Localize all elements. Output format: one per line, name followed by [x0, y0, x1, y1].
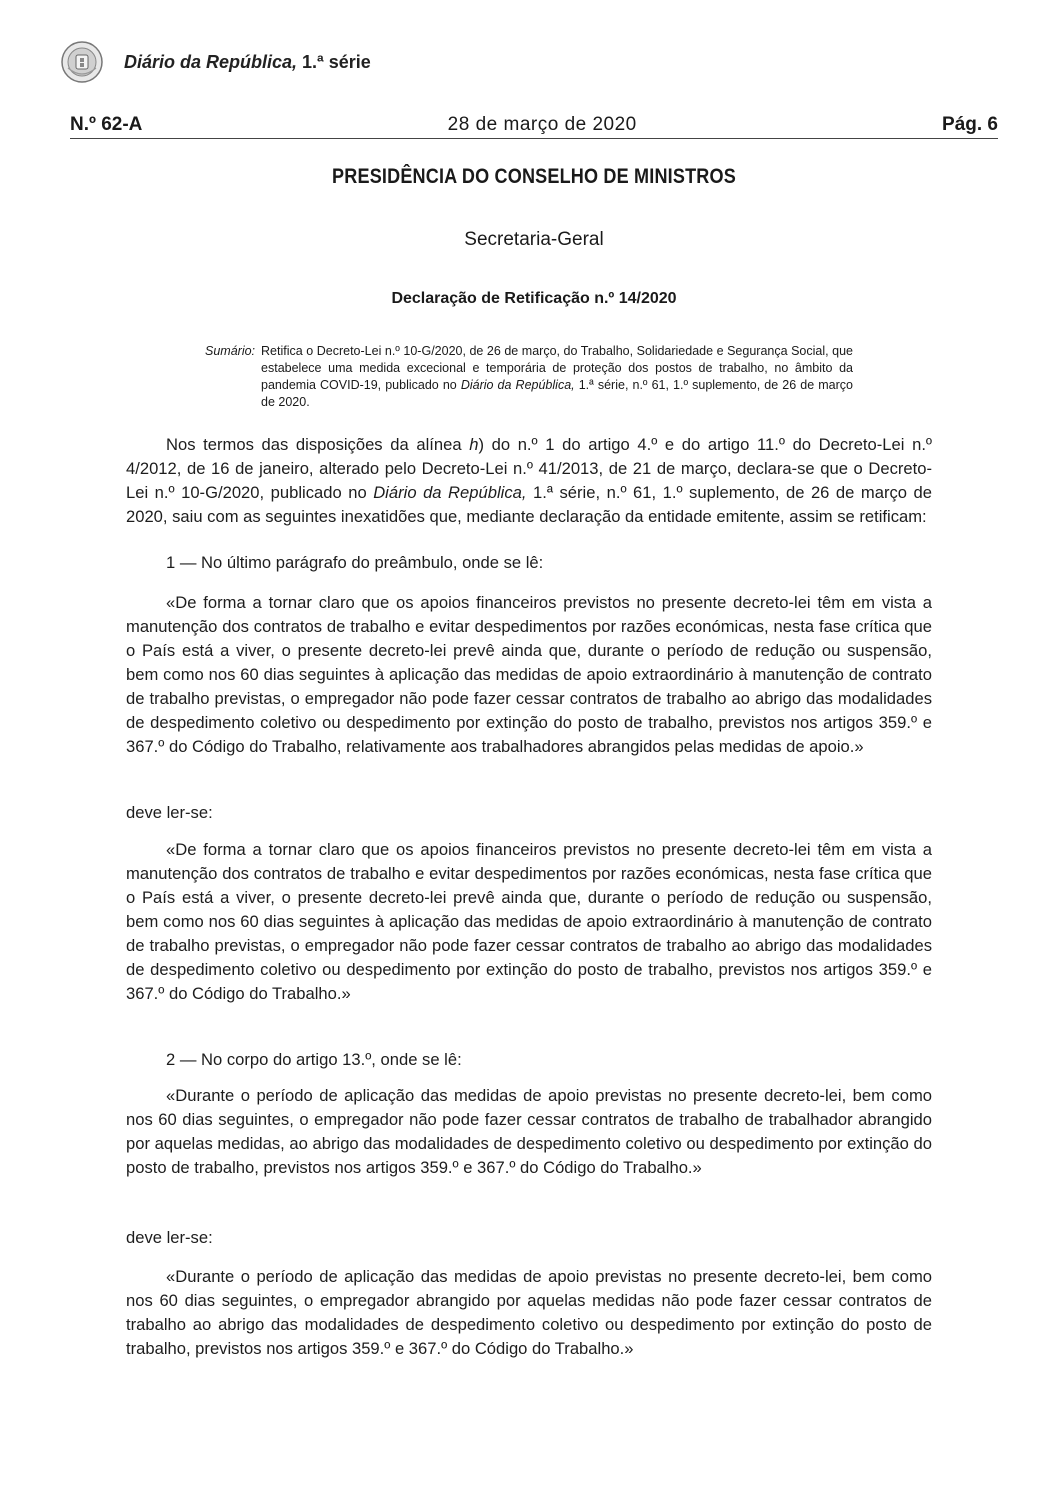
- intro-part-1: Nos termos das disposições da alínea: [166, 435, 470, 454]
- item-2-heading: 2 — No corpo do artigo 13.º, onde se lê:: [166, 1050, 462, 1069]
- should-read-label-1: deve ler-se:: [126, 803, 213, 822]
- declaration-title: Declaração de Retificação n.º 14/2020: [391, 290, 677, 307]
- journal-title: [124, 52, 371, 73]
- journal-name: Diário da República,: [124, 51, 298, 72]
- masthead: [60, 40, 371, 84]
- page-number: Pág. 6: [942, 113, 998, 135]
- ministry-heading: PRESIDÊNCIA DO CONSELHO DE MINISTROS: [332, 165, 736, 188]
- quote-3-original: «Durante o período de aplicação das medidas de apoio previstas no presente decreto-lei, bem como nos 60 dias seguintes, o empregador não pode fazer cessar contratos de trabalho de trabalhador abrangido por aquelas medidas, ao abrigo das modalidades de despedimento coletivo ou despedimento por extinção do posto de trabalho, previstos nos artigos 359.º e 367.º do Código do Trabalho.»: [126, 1086, 932, 1177]
- intro-part-2: ) do n.º 1 do artigo 4.º e do artigo 11.º do Decreto-Lei n.º 4/2012, de 16 de janeiro, alterado pelo Decreto-Lei n.º 41/2013, de 21 de março, declara-se que o Decreto-Lei n.º 10-G/2020, publicado no: [126, 435, 932, 502]
- coat-of-arms-seal: [60, 40, 104, 84]
- journal-series: 1.ª série: [297, 51, 371, 72]
- quote-1-original: «De forma a tornar claro que os apoios financeiros previstos no presente decreto-lei têm em vista a manutenção dos contratos de trabalho e evitar despedimentos por razões económicas, nesta fase crítica que o País está a viver, o presente decreto-lei prevê ainda que, durante o período de redução ou suspensão, bem como nos 60 dias seguintes à aplicação das medidas de apoio extraordinário à manutenção de contrato de trabalho previstas, o empregador não pode fazer cessar contratos de trabalho ao abrigo das modalidades de despedimento coletivo ou despedimento por extinção do posto de trabalho, previstos nos artigos 359.º e 367.º do Código do Trabalho, relativamente aos trabalhadores abrangidos pelas medidas de apoio.»: [126, 593, 932, 756]
- summary-journal-ref: Diário da República,: [460, 378, 575, 392]
- intro-journal-ref: Diário da República,: [373, 483, 527, 502]
- summary-block: [205, 343, 853, 411]
- item-1-heading: 1 — No último parágrafo do preâmbulo, onde se lê:: [166, 553, 544, 572]
- intro-part-3: 1.ª série, n.º 61, 1.º suplemento, de 26 de março de 2020, saiu com as seguintes inexatidões que, mediante declaração da entidade emitente, assim se retificam:: [126, 483, 933, 526]
- summary-text-a: Retifica o Decreto-Lei n.º 10-G/2020, de 26 de março, do Trabalho, Solidariedade e Segurança Social, que estabelece uma medida excecional e temporária de proteção dos postos de trabalho, no âmbito da pandemia COVID-19, publicado no: [261, 344, 853, 392]
- intro-alinea: h: [469, 435, 479, 454]
- issue-header: [70, 111, 998, 139]
- issue-number: N.º 62-A: [70, 113, 143, 135]
- intro-paragraph: [126, 433, 932, 529]
- summary-text: [261, 343, 853, 411]
- summary-label: Sumário:: [205, 344, 256, 358]
- quote-4-corrected: «Durante o período de aplicação das medidas de apoio previstas no presente decreto-lei, bem como nos 60 dias seguintes, o empregador abrangido por aquelas medidas não pode fazer cessar contratos de trabalho ao abrigo das modalidades de despedimento coletivo ou despedimento por extinção do posto de trabalho, previstos nos artigos 359.º e 367.º do Código do Trabalho.»: [126, 1267, 932, 1358]
- quote-2-corrected: «De forma a tornar claro que os apoios financeiros previstos no presente decreto-lei têm em vista a manutenção dos contratos de trabalho e evitar despedimentos por razões económicas, nesta fase crítica que o País está a viver, o presente decreto-lei prevê ainda que, durante o período de redução ou suspensão, bem como nos 60 dias seguintes à aplicação das medidas de apoio extraordinário à manutenção de contrato de trabalho previstas, o empregador não pode fazer cessar contratos de trabalho ao abrigo das modalidades de despedimento coletivo ou despedimento por extinção do posto de trabalho, previstos nos artigos 359.º e 367.º do Código do Trabalho.»: [126, 840, 932, 1003]
- department-heading: Secretaria-Geral: [464, 229, 604, 250]
- summary-text-b: 1.ª série, n.º 61, 1.º suplemento, de 26 de março de 2020.: [261, 378, 853, 409]
- issue-date: 28 de março de 2020: [447, 113, 637, 135]
- should-read-label-2: deve ler-se:: [126, 1228, 213, 1247]
